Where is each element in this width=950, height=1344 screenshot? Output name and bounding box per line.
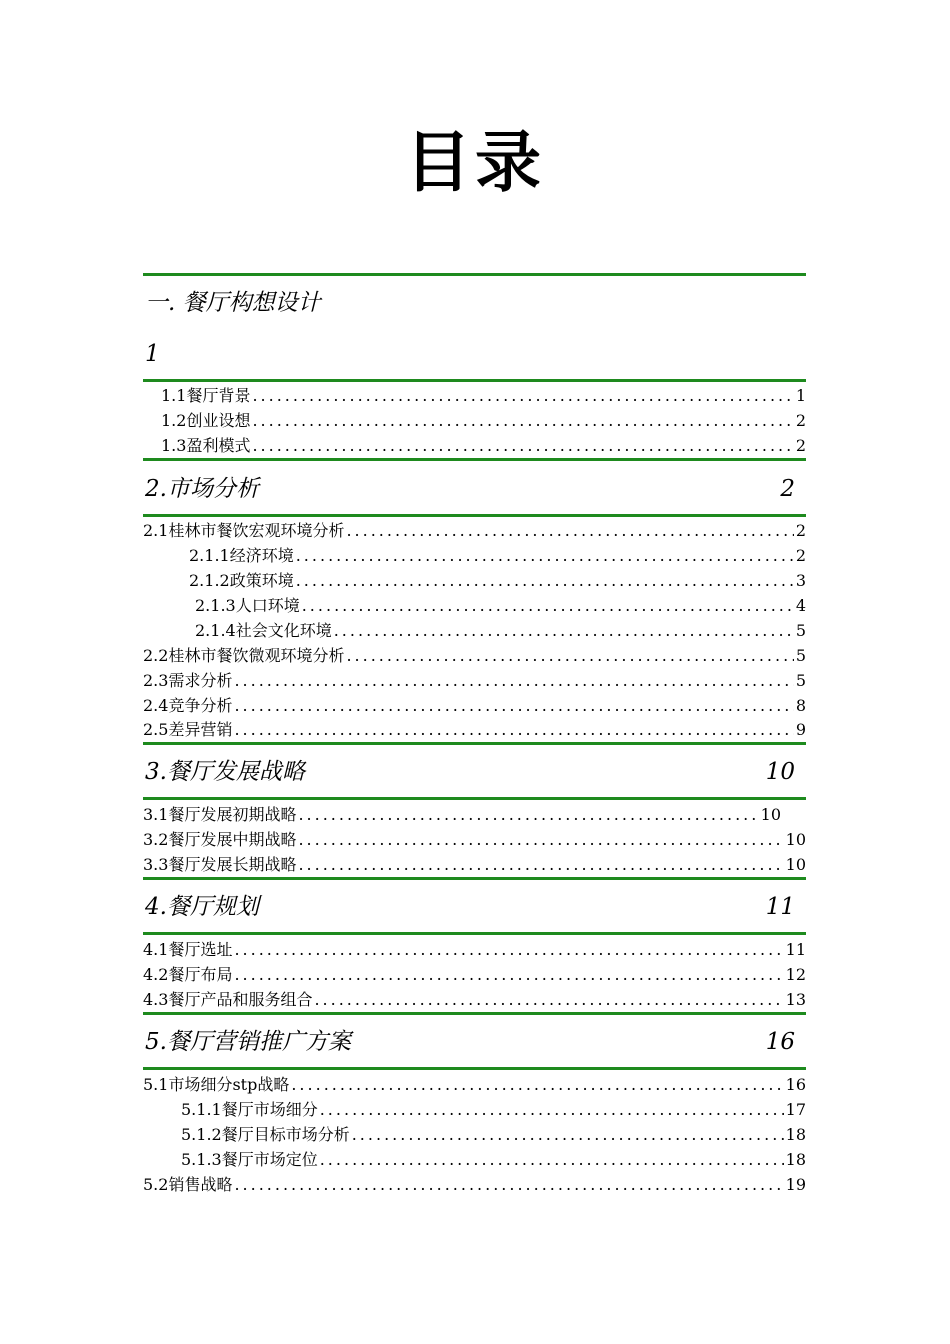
toc-entry[interactable] <box>195 594 806 618</box>
section-page-number: 11 <box>765 894 795 920</box>
section-title[interactable]: 4.餐厅规划 <box>145 894 259 920</box>
dot-leader <box>298 803 758 827</box>
section-page-number: 2 <box>780 476 795 502</box>
section-rule <box>143 514 806 517</box>
toc-entry[interactable] <box>143 988 806 1012</box>
toc-entry[interactable] <box>143 669 806 693</box>
section-title[interactable]: 3.餐厅发展战略 <box>145 759 305 785</box>
section-rule <box>143 932 806 935</box>
section-page-number: 1 <box>145 341 160 367</box>
entry-label: 5.1.1餐厅市场细分 <box>181 1100 318 1119</box>
section-rule <box>143 797 806 800</box>
entry-page: 13 <box>785 990 806 1009</box>
section-title[interactable]: 2.市场分析 <box>145 476 259 502</box>
section-heading <box>145 755 795 789</box>
entry-label: 2.1.4社会文化环境 <box>195 621 332 640</box>
section-rule <box>143 1067 806 1070</box>
toc-entry[interactable] <box>143 803 781 827</box>
dot-leader <box>252 409 793 433</box>
entry-page: 10 <box>785 830 806 849</box>
dot-leader <box>298 853 783 877</box>
entry-page: 17 <box>785 1100 806 1119</box>
dot-leader <box>234 1173 783 1197</box>
entry-label: 2.3需求分析 <box>143 671 233 690</box>
section-heading <box>145 472 795 506</box>
section-rule <box>143 273 806 276</box>
toc-entry[interactable] <box>143 963 806 987</box>
section-rule <box>143 1012 806 1015</box>
toc-entry[interactable] <box>143 938 806 962</box>
entry-label: 3.1餐厅发展初期战略 <box>143 805 297 824</box>
entry-label: 2.1.2政策环境 <box>189 571 294 590</box>
section-heading <box>145 1025 795 1059</box>
entry-page: 2 <box>795 546 806 565</box>
entry-label: 2.5差异营销 <box>143 720 233 739</box>
entry-label: 2.1桂林市餐饮宏观环境分析 <box>143 521 345 540</box>
dot-leader <box>320 1098 784 1122</box>
dot-leader <box>352 1123 784 1147</box>
dot-leader <box>234 694 793 718</box>
entry-page: 1 <box>795 386 806 405</box>
section-rule <box>143 742 806 745</box>
dot-leader <box>320 1148 784 1172</box>
toc-entry[interactable] <box>143 828 806 852</box>
entry-label: 4.2餐厅布局 <box>143 965 233 984</box>
toc-entry[interactable] <box>143 694 806 718</box>
toc-entry[interactable] <box>143 1073 806 1097</box>
toc-entry[interactable] <box>195 619 806 643</box>
toc-entry[interactable] <box>189 569 806 593</box>
entry-page: 5 <box>795 621 806 640</box>
entry-label: 5.1.3餐厅市场定位 <box>181 1150 318 1169</box>
section-rule <box>143 379 806 382</box>
entry-page: 10 <box>760 805 781 824</box>
entry-label: 2.2桂林市餐饮微观环境分析 <box>143 646 345 665</box>
entry-page: 5 <box>795 646 806 665</box>
entry-label: 3.2餐厅发展中期战略 <box>143 830 297 849</box>
entry-label: 5.2销售战略 <box>143 1175 233 1194</box>
section-page-number: 16 <box>765 1029 795 1055</box>
entry-page: 11 <box>785 940 806 959</box>
dot-leader <box>234 938 783 962</box>
entry-label: 5.1市场细分stp战略 <box>143 1075 290 1094</box>
section-heading <box>145 286 795 320</box>
entry-label: 2.1.3人口环境 <box>195 596 300 615</box>
toc-entry[interactable] <box>161 434 806 458</box>
toc-entry[interactable] <box>161 409 806 433</box>
dot-leader <box>252 384 793 408</box>
section-rule <box>143 877 806 880</box>
entry-page: 18 <box>785 1125 806 1144</box>
entry-label: 4.1餐厅选址 <box>143 940 233 959</box>
entry-label: 2.1.1经济环境 <box>189 546 294 565</box>
entry-label: 1.3盈利模式 <box>161 436 251 455</box>
dot-leader <box>291 1073 783 1097</box>
entry-label: 2.4竞争分析 <box>143 696 233 715</box>
entry-label: 1.2创业设想 <box>161 411 251 430</box>
dot-leader <box>346 519 793 543</box>
entry-page: 3 <box>795 571 806 590</box>
section-page-number: 10 <box>765 759 795 785</box>
toc-entry[interactable] <box>143 853 806 877</box>
entry-page: 9 <box>795 720 806 739</box>
dot-leader <box>334 619 794 643</box>
entry-page: 19 <box>785 1175 806 1194</box>
dot-leader <box>298 828 783 852</box>
entry-label: 1.1餐厅背景 <box>161 386 251 405</box>
toc-entry[interactable] <box>143 519 806 543</box>
entry-page: 10 <box>785 855 806 874</box>
entry-label: 5.1.2餐厅目标市场分析 <box>181 1125 350 1144</box>
section-rule <box>143 458 806 461</box>
entry-page: 8 <box>795 696 806 715</box>
entry-page: 2 <box>795 411 806 430</box>
section-title[interactable]: 5.餐厅营销推广方案 <box>145 1029 351 1055</box>
entry-label: 4.3餐厅产品和服务组合 <box>143 990 313 1009</box>
toc-entry[interactable] <box>181 1123 806 1147</box>
toc-entry[interactable] <box>143 644 806 668</box>
toc-entry[interactable] <box>161 384 806 408</box>
dot-leader <box>234 669 793 693</box>
dot-leader <box>234 718 793 742</box>
dot-leader <box>346 644 793 668</box>
dot-leader <box>296 569 794 593</box>
section-heading <box>145 890 795 924</box>
entry-page: 2 <box>795 436 806 455</box>
entry-label: 3.3餐厅发展长期战略 <box>143 855 297 874</box>
entry-page: 2 <box>795 521 806 540</box>
dot-leader <box>234 963 783 987</box>
dot-leader <box>302 594 794 618</box>
toc-entry[interactable] <box>181 1098 806 1122</box>
dot-leader <box>252 434 793 458</box>
entry-page: 4 <box>795 596 806 615</box>
dot-leader <box>314 988 783 1012</box>
entry-page: 5 <box>795 671 806 690</box>
toc-entry[interactable] <box>143 718 806 742</box>
toc-entry[interactable] <box>189 544 806 568</box>
document-title: 目录 <box>405 124 545 201</box>
dot-leader <box>296 544 794 568</box>
toc-entry[interactable] <box>181 1148 806 1172</box>
entry-page: 18 <box>785 1150 806 1169</box>
toc-entry[interactable] <box>143 1173 806 1197</box>
section-title[interactable]: 一. 餐厅构想设计 <box>145 290 321 316</box>
entry-page: 16 <box>785 1075 806 1094</box>
entry-page: 12 <box>785 965 806 984</box>
